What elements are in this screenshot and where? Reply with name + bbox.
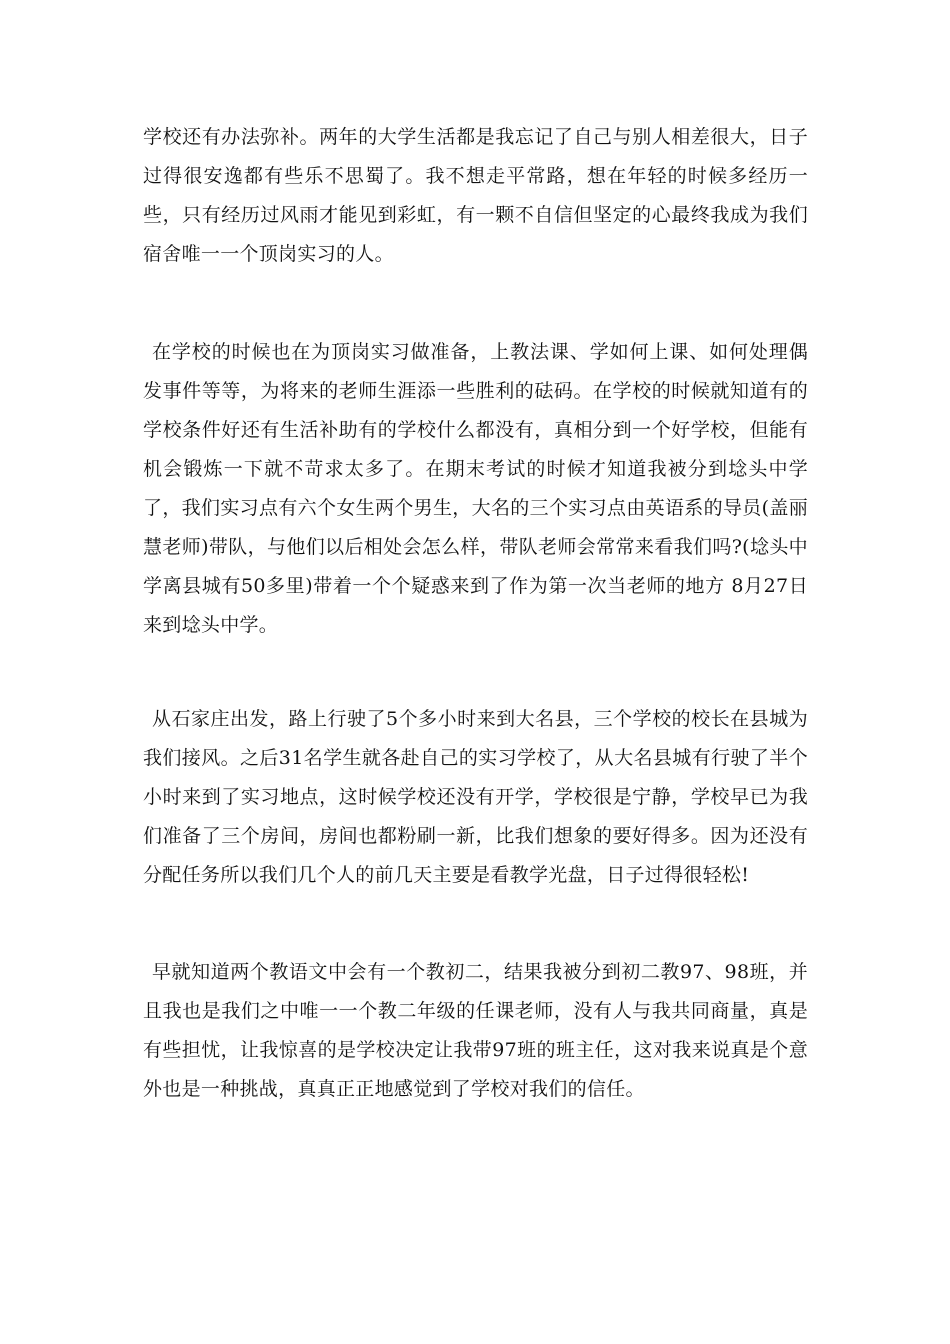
paragraph-2: 在学校的时候也在为顶岗实习做准备，上教法课、学如何上课、如何处理偶发事件等等，为将来的老师生涯添一些胜利的砝码。在学校的时候就知道有的学校条件好还有生活补助有的学校什么都没有，真相分到一个好学校，但能有机会锻炼一下就不苛求太多了。在期末考试的时候才知道我被分到埝头中学了，我们实习点有六个女生两个男生，大名的三个实习点由英语系的导员(盖丽慧老师)带队，与他们以后相处会怎么样，带队老师会常常来看我们吗?(埝头中学离县城有50多里)带着一个个疑惑来到了作为第一次当老师的地方 8月27日来到埝头中学。 (143, 341, 808, 636)
paragraph-3: 从石家庄出发，路上行驶了5个多小时来到大名县，三个学校的校长在县城为我们接风。之后31名学生就各赴自己的实习学校了，从大名县城有行驶了半个小时来到了实习地点，这时候学校还没有开学，学校很是宁静，学校早已为我们准备了三个房间，房间也都粉刷一新，比我们想象的要好得多。因为还没有分配任务所以我们几个人的前几天主要是看教学光盘，日子过得很轻松! (143, 708, 808, 886)
paragraph-1: 学校还有办法弥补。两年的大学生活都是我忘记了自己与别人相差很大，日子过得很安逸都有些乐不思蜀了。我不想走平常路，想在年轻的时候多经历一些，只有经历过风雨才能见到彩虹，有一颗不自信但坚定的心最终我成为我们宿舍唯一一个顶岗实习的人。 (143, 126, 808, 265)
paragraph-4: 早就知道两个教语文中会有一个教初二，结果我被分到初二教97、98班，并且我也是我们之中唯一一个教二年级的任课老师，没有人与我共同商量，真是有些担忧，让我惊喜的是学校决定让我带97班的班主任，这对我来说真是个意外也是一种挑战，真真正正地感觉到了学校对我们的信任。 (143, 961, 808, 1100)
